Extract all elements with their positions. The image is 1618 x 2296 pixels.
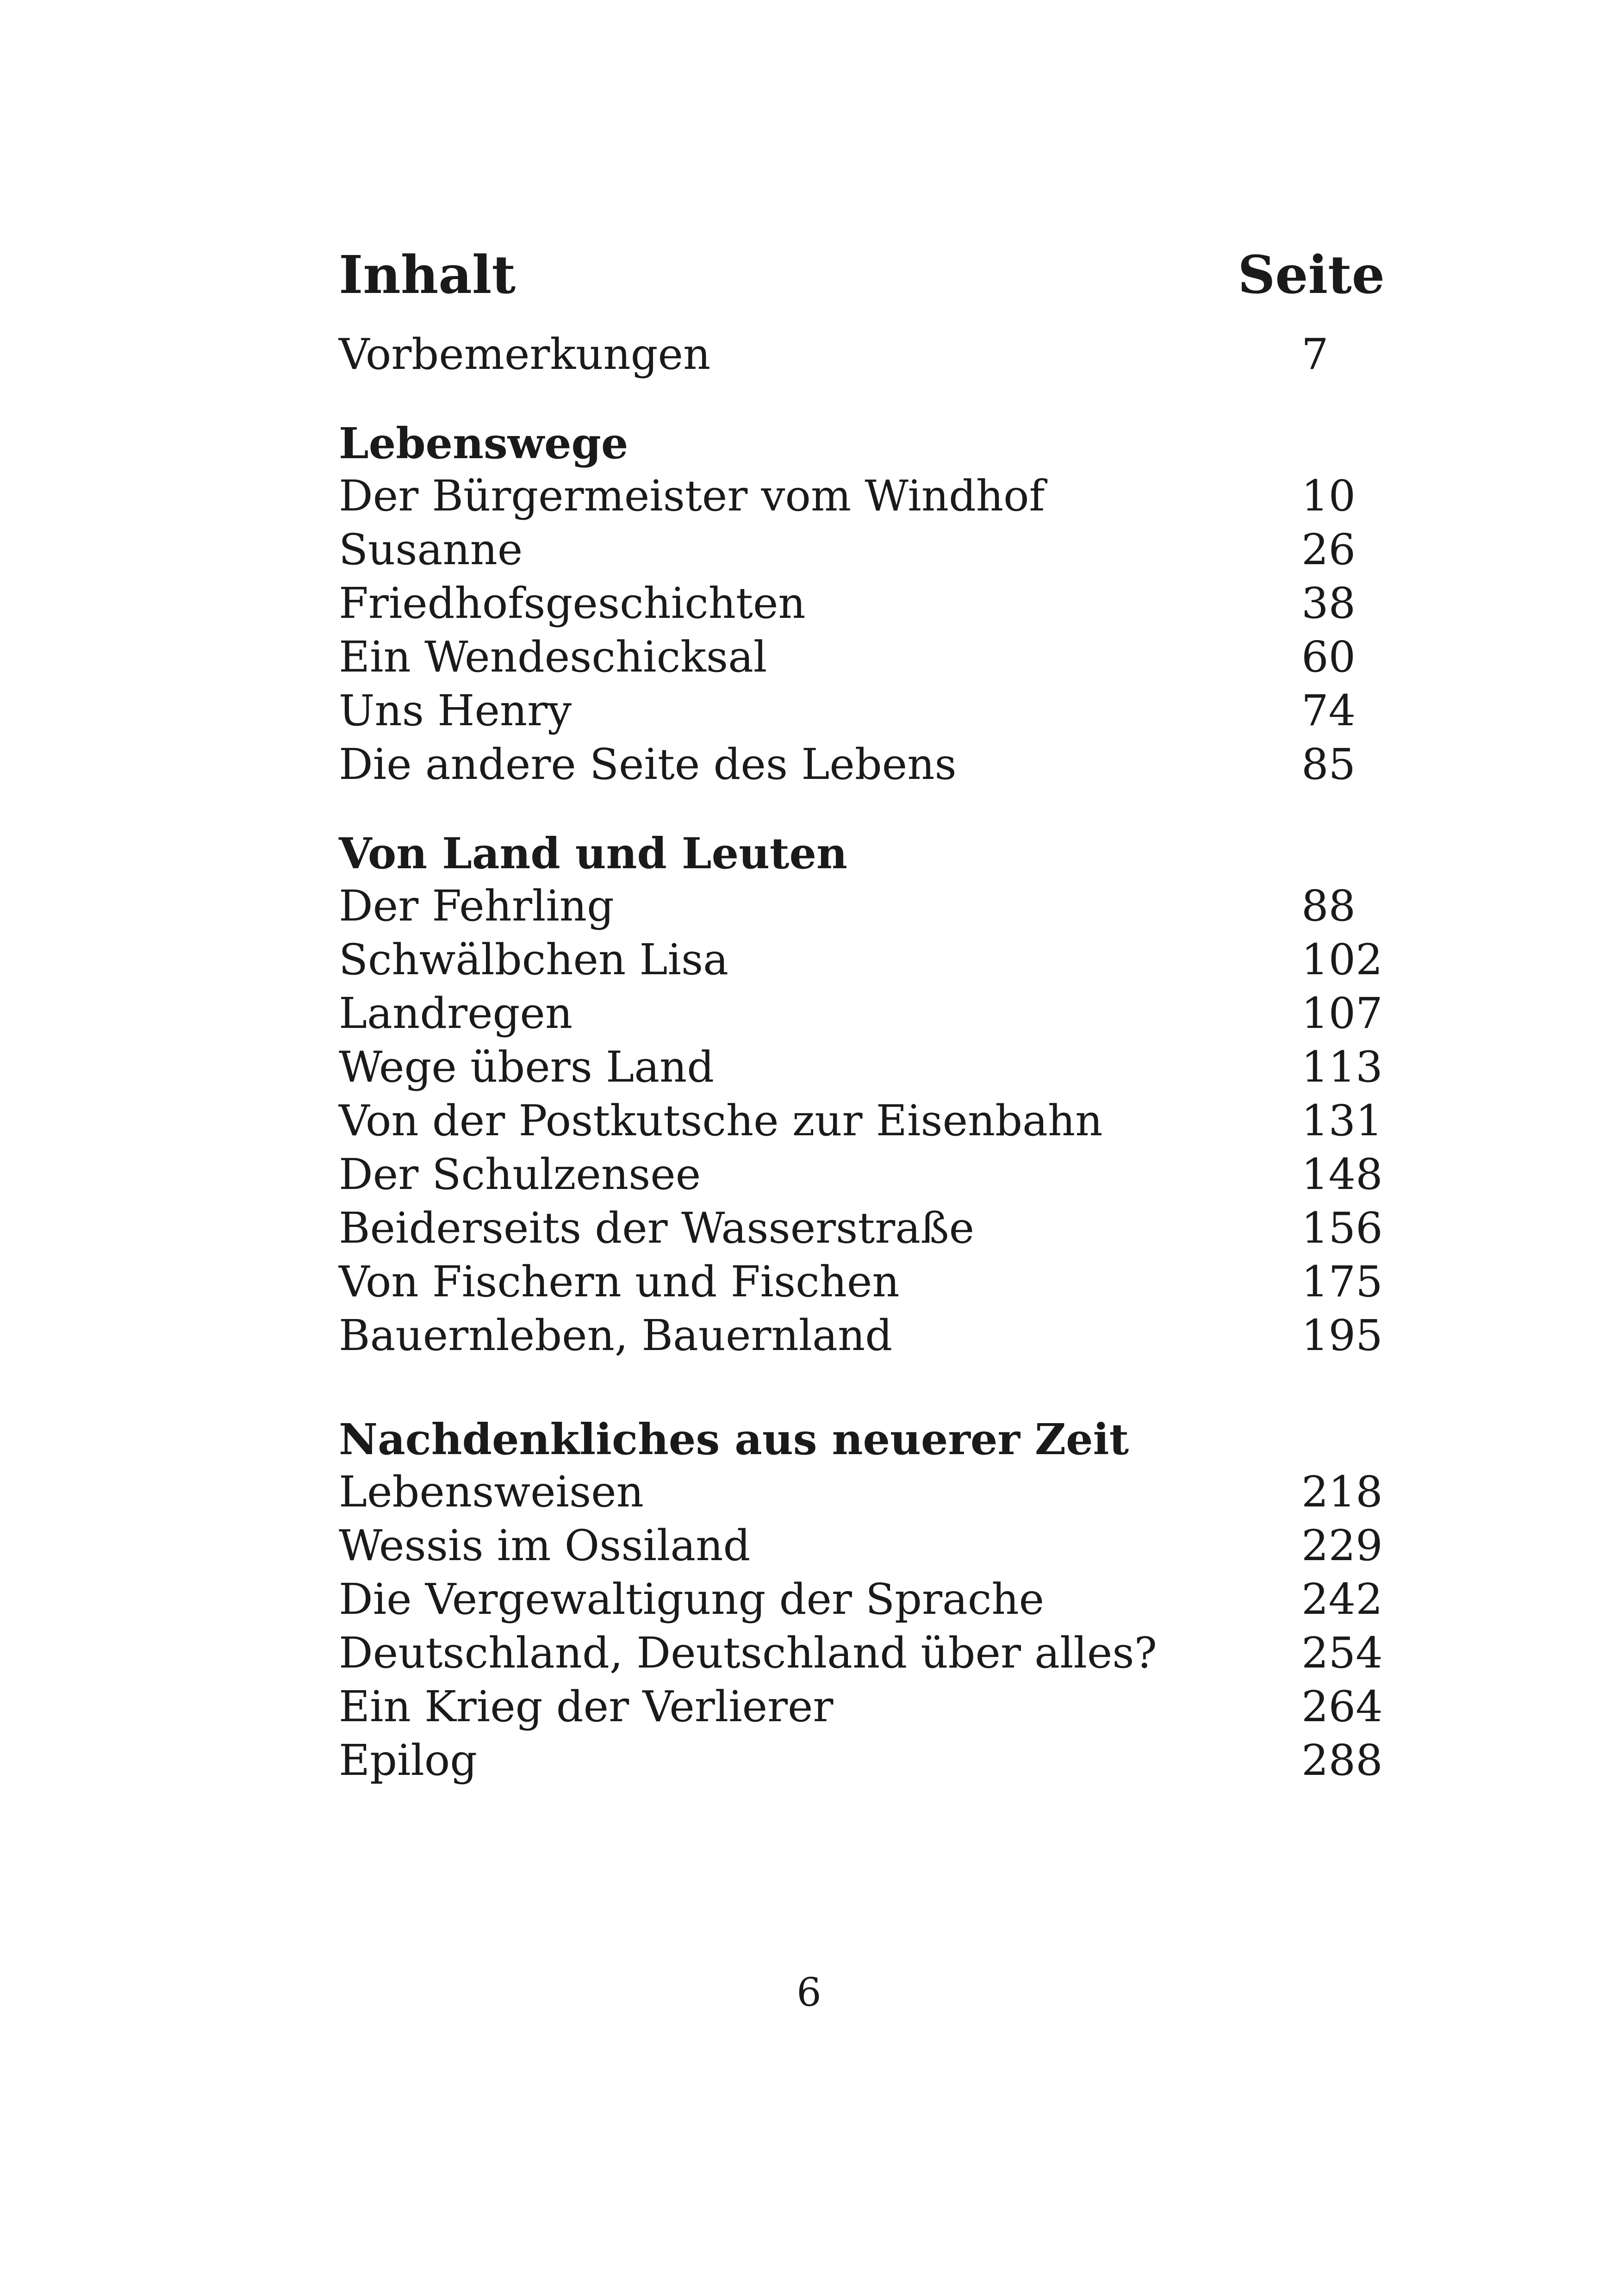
entry-page: 195 bbox=[1301, 1311, 1383, 1360]
page-number: 6 bbox=[797, 1970, 821, 2015]
toc-entry bbox=[339, 1626, 1385, 1680]
toc-entry bbox=[339, 987, 1385, 1040]
toc-entry bbox=[339, 1040, 1385, 1094]
toc-entry bbox=[339, 684, 1385, 738]
toc-entry bbox=[339, 1201, 1385, 1255]
entry-page: 10 bbox=[1301, 471, 1356, 521]
entry-title: Landregen bbox=[339, 989, 573, 1038]
entry-title: Epilog bbox=[339, 1736, 478, 1785]
entry-page: 107 bbox=[1301, 989, 1383, 1038]
entry-page: 254 bbox=[1301, 1628, 1383, 1678]
toc-header bbox=[339, 241, 1385, 319]
entry-title: Friedhofsgeschichten bbox=[339, 579, 806, 628]
entry-page: 7 bbox=[1301, 330, 1329, 379]
toc-entry bbox=[339, 1148, 1385, 1201]
entry-title: Schwälbchen Lisa bbox=[339, 935, 729, 984]
toc-entry bbox=[339, 630, 1385, 684]
toc-title: Inhalt bbox=[339, 245, 516, 305]
entry-page: 74 bbox=[1301, 686, 1356, 735]
entry-title: Deutschland, Deutschland über alles? bbox=[339, 1628, 1157, 1678]
toc-entry bbox=[339, 1734, 1385, 1787]
section-heading-lebenswege: Lebenswege bbox=[339, 418, 629, 468]
spacer bbox=[339, 791, 1385, 828]
entry-page: 60 bbox=[1301, 632, 1356, 682]
toc-entry bbox=[339, 1309, 1385, 1363]
toc-entry bbox=[339, 1573, 1385, 1626]
toc-entry bbox=[339, 1519, 1385, 1573]
entry-page: 218 bbox=[1301, 1467, 1383, 1517]
entry-title: Der Bürgermeister vom Windhof bbox=[339, 471, 1045, 521]
section-heading-von-land-und-leuten: Von Land und Leuten bbox=[339, 828, 847, 878]
spacer bbox=[339, 1363, 1385, 1413]
entry-title: Wege übers Land bbox=[339, 1042, 715, 1092]
entry-page: 131 bbox=[1301, 1096, 1383, 1145]
entry-title: Bauernleben, Bauernland bbox=[339, 1311, 893, 1360]
entry-page: 156 bbox=[1301, 1203, 1383, 1253]
entry-title: Die andere Seite des Lebens bbox=[339, 740, 957, 789]
table-of-contents bbox=[339, 241, 1385, 1787]
toc-entry bbox=[339, 523, 1385, 577]
entry-page: 26 bbox=[1301, 525, 1356, 574]
toc-entry bbox=[339, 469, 1385, 523]
entry-title: Lebensweisen bbox=[339, 1467, 644, 1517]
entry-title: Von der Postkutsche zur Eisenbahn bbox=[339, 1096, 1103, 1145]
page-column-heading: Seite bbox=[1238, 245, 1385, 305]
entry-title: Ein Krieg der Verlierer bbox=[339, 1682, 834, 1731]
spacer bbox=[339, 319, 1385, 328]
section-heading-nachdenkliches: Nachdenkliches aus neuerer Zeit bbox=[339, 1414, 1129, 1464]
toc-entry-vorbemerkungen bbox=[339, 328, 1385, 381]
entry-title: Susanne bbox=[339, 525, 523, 574]
spacer bbox=[339, 381, 1385, 417]
entry-title: Ein Wendeschicksal bbox=[339, 632, 767, 682]
entry-title: Der Fehrling bbox=[339, 881, 614, 931]
toc-entry bbox=[339, 1255, 1385, 1309]
entry-page: 229 bbox=[1301, 1521, 1383, 1570]
toc-entry bbox=[339, 933, 1385, 987]
entry-title: Die Vergewaltigung der Sprache bbox=[339, 1574, 1045, 1624]
entry-page: 148 bbox=[1301, 1150, 1383, 1199]
entry-title: Beiderseits der Wasserstraße bbox=[339, 1203, 975, 1253]
entry-title: Der Schulzensee bbox=[339, 1150, 701, 1199]
entry-page: 288 bbox=[1301, 1736, 1383, 1785]
entry-title: Von Fischern und Fischen bbox=[339, 1257, 900, 1307]
entry-title: Wessis im Ossiland bbox=[339, 1521, 751, 1570]
toc-entry bbox=[339, 738, 1385, 791]
toc-entry bbox=[339, 1680, 1385, 1734]
toc-entry bbox=[339, 1094, 1385, 1148]
entry-title: Vorbemerkungen bbox=[339, 330, 711, 379]
toc-entry bbox=[339, 577, 1385, 630]
entry-page: 88 bbox=[1301, 881, 1356, 931]
entry-title: Uns Henry bbox=[339, 686, 572, 735]
entry-page: 102 bbox=[1301, 935, 1383, 984]
entry-page: 38 bbox=[1301, 579, 1356, 628]
entry-page: 242 bbox=[1301, 1574, 1383, 1624]
entry-page: 175 bbox=[1301, 1257, 1383, 1307]
entry-page: 264 bbox=[1301, 1682, 1383, 1731]
entry-page: 113 bbox=[1301, 1042, 1383, 1092]
entry-page: 85 bbox=[1301, 740, 1356, 789]
toc-entry bbox=[339, 879, 1385, 933]
toc-entry bbox=[339, 1465, 1385, 1519]
